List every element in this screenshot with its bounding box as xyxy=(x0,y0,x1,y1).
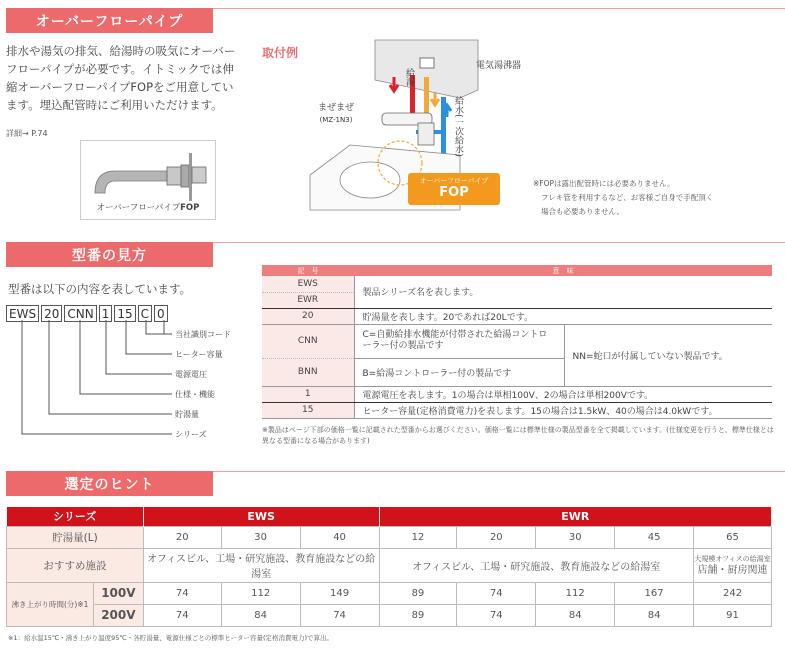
time-100v-cell: 74 xyxy=(457,582,536,604)
capacity-cell: 45 xyxy=(615,526,694,548)
time-100v-cell: 112 xyxy=(536,582,615,604)
time-100v-cell: 149 xyxy=(300,582,379,604)
divider xyxy=(213,471,785,472)
legend-series: シリーズ xyxy=(175,430,207,439)
ews-header: EWS xyxy=(143,507,379,526)
capacity-desc: 貯湯量を表します。20であれば20Lです。 xyxy=(354,308,772,324)
divider xyxy=(213,242,785,243)
capacity-label: 貯湯量(L) xyxy=(7,526,144,548)
model-part-code-c: C xyxy=(138,305,152,322)
boil-time-label: 沸き上がり時間(分)※1 xyxy=(7,582,94,626)
fop-badge-top: オーバーフローパイプ xyxy=(419,177,489,185)
code-ewr: EWR xyxy=(262,292,354,308)
series-header: シリーズ xyxy=(7,507,144,526)
voltage-100v: 100V xyxy=(93,582,143,604)
time-200v-cell: 91 xyxy=(694,604,772,626)
col-header-meaning: 意 味 xyxy=(354,265,772,276)
capacity-cell: 20 xyxy=(143,526,221,548)
model-part-capacity: 20 xyxy=(41,305,62,322)
overflow-section-title: オーバーフローパイプ xyxy=(6,8,213,33)
fop-badge xyxy=(408,175,500,199)
hot-water-label: 給湯 xyxy=(404,68,414,86)
time-100v-cell: 74 xyxy=(143,582,221,604)
fop-badge-bottom: FOP xyxy=(439,185,469,200)
model-section-title: 型番の見方 xyxy=(6,242,213,267)
fop-note: ※FOPは露出配管時には必要ありません。 フレキ管を利用するなど、お客様ご自身で手配頂く 場合も必要ありません。 xyxy=(533,179,714,216)
detail-link[interactable]: 詳細→ P.74 xyxy=(6,129,48,138)
legend-capacity: 貯湯量 xyxy=(175,410,199,419)
faucet-name: まぜまぜ xyxy=(318,103,355,113)
facility-ews: オフィスビル、工場・研究施設、教育施設などの給湯室 xyxy=(143,548,379,582)
model-table-note: ※製品はページ下部の価格一覧に記載された型番からお選びください。価格一覧には標準仕様の製品型番を全て掲載しています。(仕様変更を行うと、標準仕様とは異なる型番になる場合があります) xyxy=(262,426,774,445)
nn-desc: NN=蛇口が付属していない製品です。 xyxy=(564,324,772,386)
time-100v-cell: 242 xyxy=(694,582,772,604)
time-200v-cell: 84 xyxy=(615,604,694,626)
legend-spec: 仕様・機能 xyxy=(175,390,215,399)
model-part-code-0: 0 xyxy=(154,305,168,322)
ewr-header: EWR xyxy=(379,507,772,526)
time-200v-cell: 74 xyxy=(457,604,536,626)
code-15: 15 xyxy=(262,402,354,418)
faucet-model: (MZ-1N3) xyxy=(319,116,353,124)
model-part-spec: CNN xyxy=(64,305,96,322)
voltage-200v: 200V xyxy=(93,604,143,626)
overflow-pipe-icon xyxy=(81,145,215,207)
capacity-cell: 65 xyxy=(694,526,772,548)
model-legend-lines xyxy=(0,320,175,450)
model-intro: 型番は以下の内容を表しています。 xyxy=(8,282,192,296)
selection-hint-table xyxy=(6,507,772,627)
capacity-cell: 30 xyxy=(536,526,615,548)
code-1: 1 xyxy=(262,386,354,402)
time-200v-cell: 74 xyxy=(143,604,221,626)
code-cnn: CNN xyxy=(262,324,354,358)
code-20: 20 xyxy=(262,308,354,324)
hint-section-title: 選定のヒント xyxy=(6,471,213,496)
time-100v-cell: 167 xyxy=(615,582,694,604)
legend-heater: ヒーター容量 xyxy=(175,350,223,359)
time-100v-cell: 112 xyxy=(221,582,300,604)
fop-caption: オーバーフローパイプFOP xyxy=(96,203,200,213)
legend-code: 当社識別コード xyxy=(175,330,231,339)
supply-water-label: 給水(一次給水) xyxy=(453,96,463,158)
model-code-table xyxy=(262,265,772,419)
heater-label: 電気湯沸器 xyxy=(476,61,522,71)
install-example-label: 取付例 xyxy=(262,46,299,60)
col-header-code: 記 号 xyxy=(262,265,354,276)
capacity-cell: 12 xyxy=(379,526,457,548)
code-bnn: BNN xyxy=(262,358,354,386)
facility-ewr-65: 大規模オフィスの給湯室 店舗・厨房関連 xyxy=(694,548,772,582)
faucet-label xyxy=(318,102,354,126)
divider xyxy=(213,8,785,9)
time-200v-cell: 89 xyxy=(379,604,457,626)
capacity-cell: 40 xyxy=(300,526,379,548)
voltage-desc: 電源電圧を表します。1の場合は単相100V、2の場合は単相200Vです。 xyxy=(354,386,772,402)
cnn-desc: C=自動給排水機能が付帯された給湯コントローラー付の製品です xyxy=(354,324,564,358)
bnn-desc: B=給湯コントローラー付の製品です xyxy=(354,358,564,386)
code-ews: EWS xyxy=(262,276,354,292)
heater-desc: ヒーター容量(定格消費電力)を表します。15の場合は1.5kW、40の場合は4.0kWです。 xyxy=(354,402,772,418)
capacity-cell: 30 xyxy=(221,526,300,548)
time-200v-cell: 74 xyxy=(300,604,379,626)
time-200v-cell: 84 xyxy=(536,604,615,626)
capacity-cell: 20 xyxy=(457,526,536,548)
time-100v-cell: 89 xyxy=(379,582,457,604)
model-part-heater: 15 xyxy=(114,305,135,322)
model-part-voltage: 1 xyxy=(99,305,113,322)
facility-ewr: オフィスビル、工場・研究施設、教育施設などの給湯室 xyxy=(379,548,694,582)
overflow-description: 排水や湯気の排気、給湯時の吸気にオーバーフローパイプが必要です。イトミックでは伸縮オーバーフローパイプFOPをご用意しています。埋込配管時にご利用いただけます。 xyxy=(6,44,236,112)
facility-label: おすすめ施設 xyxy=(7,548,144,582)
model-part-series: EWS xyxy=(6,305,39,322)
legend-voltage: 電源電圧 xyxy=(175,370,207,379)
series-desc: 製品シリーズ名を表します。 xyxy=(354,276,772,308)
time-200v-cell: 84 xyxy=(221,604,300,626)
boil-time-footnote: ※1：給水温15℃・沸き上がり温度95℃・各貯湯量、電源仕様ごとの標準ヒーター容量(定格消費電力)で算出。 xyxy=(8,634,334,642)
fop-product-image xyxy=(80,140,216,220)
